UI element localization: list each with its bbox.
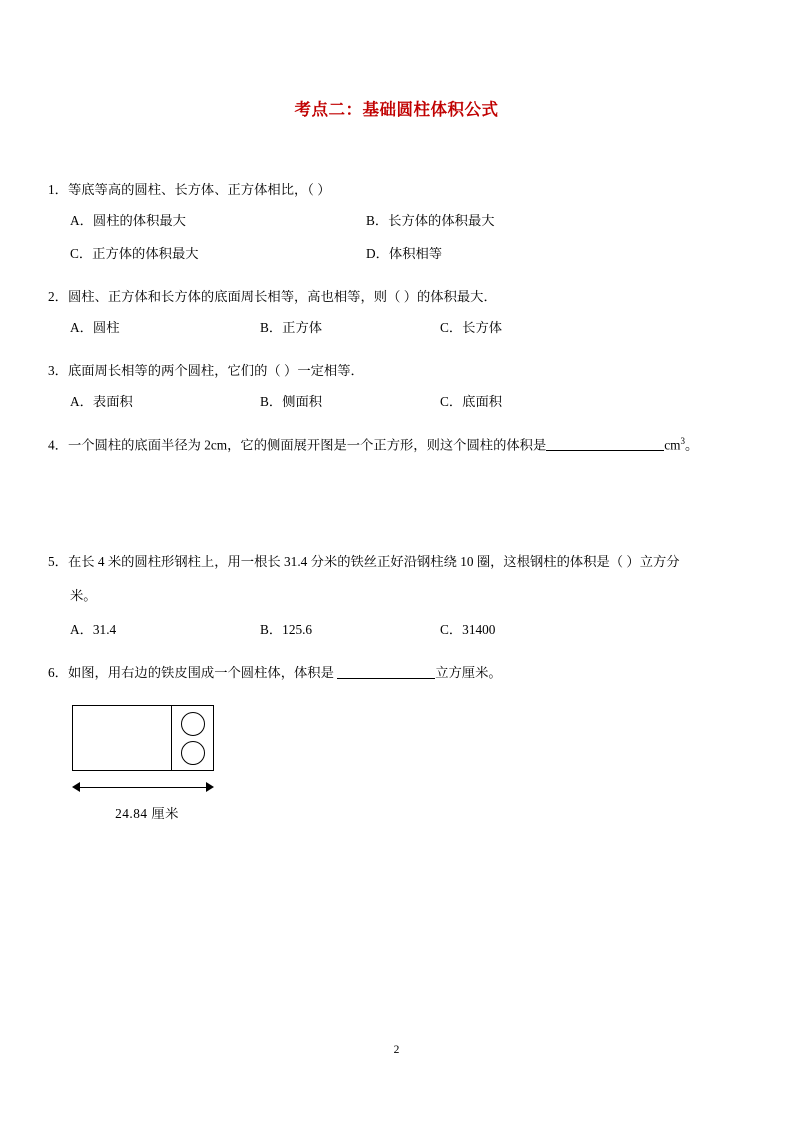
question-5-text: 5．在长 4 米的圆柱形钢柱上，用一根长 31.4 分米的铁丝正好沿钢柱绕 10 圈，这根钢柱的体积是（ ）立方分 [48, 554, 680, 570]
question-4-exponent: 3 [680, 435, 686, 446]
question-6-suffix: 立方厘米。 [435, 665, 502, 681]
question-3-options [48, 392, 745, 412]
question-5-options [48, 620, 745, 640]
option-1-a[interactable]: A．圆柱的体积最大 [70, 212, 186, 228]
figure-circle-bottom [181, 741, 205, 765]
option-3-c[interactable]: C．底面积 [440, 393, 503, 409]
question-1-options [48, 211, 745, 231]
spacer-5 [48, 528, 745, 552]
option-1-b[interactable]: B．长方体的体积最大 [366, 212, 495, 228]
question-3-text: 3．底面周长相等的两个圆柱，它们的（ ）一定相等． [48, 362, 364, 378]
question-2-text: 2．圆柱、正方体和长方体的底面周长相等，高也相等，则（ ）的体积最大． [48, 288, 497, 304]
option-1-d[interactable]: D．体积相等 [366, 245, 443, 261]
option-3-b[interactable]: B．侧面积 [260, 393, 323, 409]
dimension-line [78, 787, 208, 788]
spacer-1 [48, 277, 745, 287]
option-2-a[interactable]: A．圆柱 [70, 319, 120, 335]
option-5-b[interactable]: B．125.6 [260, 622, 313, 638]
question-4-text: 4．一个圆柱的底面半径为 2cm，它的侧面展开图是一个正方形，则这个圆柱的体积是 [48, 437, 547, 453]
question-1-text: 1．等底等高的圆柱、长方体、正方体相比，（ ） [48, 182, 331, 197]
question-5 [48, 552, 745, 606]
question-5-continuation: 米。 [70, 588, 97, 604]
arrow-right-icon [206, 782, 214, 792]
question-1-options-2 [48, 244, 745, 264]
option-3-a[interactable]: A．表面积 [70, 393, 133, 409]
question-3 [48, 361, 745, 381]
question-6-answer-blank[interactable] [337, 665, 435, 679]
page-number: 2 [393, 1044, 400, 1056]
spacer-2 [48, 351, 745, 361]
question-4 [48, 435, 745, 455]
option-5-c[interactable]: C．31400 [440, 622, 496, 638]
question-1 [48, 180, 745, 200]
spacer-4 [48, 466, 745, 528]
question-6 [48, 663, 745, 683]
spacer-3 [48, 425, 745, 435]
option-1-c[interactable]: C．正方体的体积最大 [70, 245, 199, 261]
question-6-text: 6．如图，用右边的铁皮围成一个圆柱体，体积是 [48, 665, 334, 681]
spacer-6 [48, 653, 745, 663]
option-5-a[interactable]: A．31.4 [70, 622, 117, 638]
question-2-options [48, 318, 745, 338]
figure-dimension-arrow [72, 779, 214, 799]
question-4-unit: cm [664, 437, 681, 453]
figure-divider-line [171, 706, 172, 770]
figure-rectangle [72, 705, 214, 771]
cylinder-net-figure [72, 705, 222, 822]
figure-dimension-label: 24.84 厘米 [115, 805, 179, 821]
option-2-b[interactable]: B．正方体 [260, 319, 323, 335]
figure-circle-top [181, 712, 205, 736]
option-2-c[interactable]: C．长方体 [440, 319, 503, 335]
question-4-answer-blank[interactable] [546, 437, 664, 451]
question-4-suffix: 。 [685, 437, 699, 453]
page-title: 考点二：基础圆柱体积公式 [294, 101, 499, 119]
questions-body [48, 180, 745, 822]
question-2 [48, 287, 745, 307]
arrow-left-icon [72, 782, 80, 792]
